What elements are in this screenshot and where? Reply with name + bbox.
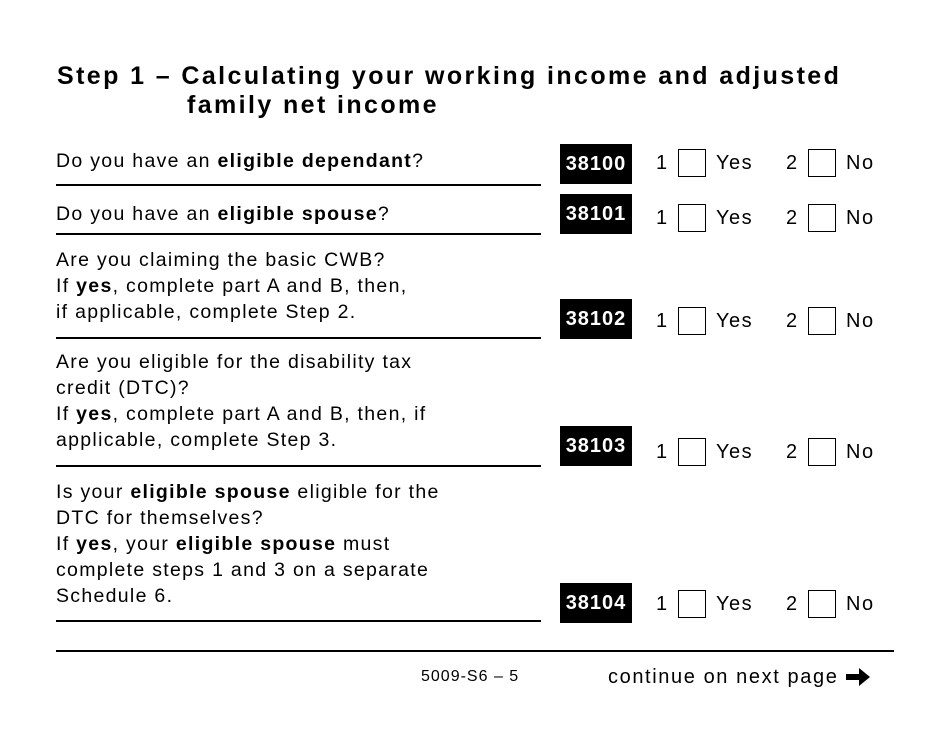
- question-segment: Schedule 6.: [56, 585, 174, 607]
- question-line: [56, 505, 541, 531]
- question-line: [56, 557, 541, 583]
- question-segment: , complete part A and B, then,: [112, 275, 408, 297]
- no-option[interactable]: [786, 204, 875, 232]
- no-checkbox[interactable]: [808, 204, 836, 232]
- question-segment: Are you claiming the basic CWB?: [56, 249, 386, 271]
- question-segment: must: [336, 533, 391, 555]
- no-checkbox[interactable]: [808, 590, 836, 618]
- yes-option-number: 1: [656, 206, 669, 229]
- yes-option[interactable]: [656, 204, 753, 232]
- question-line: [56, 273, 541, 299]
- no-option[interactable]: [786, 438, 875, 466]
- no-option[interactable]: [786, 307, 875, 335]
- yes-checkbox[interactable]: [678, 149, 706, 177]
- question-line: [56, 201, 541, 227]
- question-text: [56, 479, 541, 622]
- no-option[interactable]: [786, 149, 875, 177]
- question-segment: Is your: [56, 481, 131, 503]
- question-emphasis: yes: [76, 403, 113, 425]
- no-option-number: 2: [786, 151, 799, 174]
- question-emphasis: yes: [76, 275, 113, 297]
- yes-option[interactable]: [656, 590, 753, 618]
- question-line: [56, 401, 541, 427]
- question-line: [56, 427, 541, 453]
- no-checkbox[interactable]: [808, 438, 836, 466]
- yes-checkbox[interactable]: [678, 307, 706, 335]
- question-segment: if applicable, complete Step 2.: [56, 301, 357, 323]
- question-line: [56, 299, 541, 325]
- question-text: [56, 247, 541, 339]
- question-segment: ?: [377, 203, 391, 225]
- yes-option[interactable]: [656, 149, 753, 177]
- question-text: [56, 201, 541, 235]
- question-line: [56, 148, 541, 174]
- no-option-number: 2: [786, 309, 799, 332]
- question-line: [56, 349, 541, 375]
- question-text: [56, 349, 541, 467]
- question-emphasis: eligible spouse: [175, 533, 337, 555]
- question-emphasis: eligible spouse: [130, 481, 291, 503]
- section-title-line2: family net income: [187, 91, 439, 119]
- continue-note: [608, 665, 872, 689]
- yes-checkbox[interactable]: [678, 438, 706, 466]
- yes-option-number: 1: [656, 592, 669, 615]
- footer-divider: [56, 650, 894, 652]
- question-segment: Do you have an: [56, 150, 218, 172]
- question-text: [56, 148, 541, 186]
- question-segment: complete steps 1 and 3 on a separate: [56, 559, 430, 581]
- continue-text: continue on next page: [608, 665, 839, 688]
- form-number: 5009-S6 – 5: [421, 668, 520, 685]
- section-title-line1: Step 1 – Calculating your working income and adjusted: [57, 62, 842, 90]
- line-code: 38103: [560, 426, 632, 466]
- question-segment: Are you eligible for the disability tax: [56, 351, 413, 373]
- question-line: [56, 531, 541, 557]
- question-segment: Do you have an: [56, 203, 218, 225]
- yes-option-number: 1: [656, 151, 669, 174]
- no-checkbox[interactable]: [808, 149, 836, 177]
- question-line: [56, 479, 541, 505]
- yes-option-number: 1: [656, 440, 669, 463]
- yes-option-label: Yes: [716, 592, 754, 615]
- question-segment: , your: [112, 533, 176, 555]
- yes-option-label: Yes: [716, 151, 754, 174]
- no-option-label: No: [846, 151, 875, 174]
- no-option-label: No: [846, 440, 875, 463]
- question-segment: DTC for themselves?: [56, 507, 264, 529]
- yes-option-label: Yes: [716, 440, 754, 463]
- section-title: [57, 62, 841, 120]
- yes-option-number: 1: [656, 309, 669, 332]
- yes-option[interactable]: [656, 438, 753, 466]
- no-option-label: No: [846, 309, 875, 332]
- question-line: [56, 583, 541, 609]
- question-line: [56, 375, 541, 401]
- yes-checkbox[interactable]: [678, 204, 706, 232]
- no-option-number: 2: [786, 592, 799, 615]
- arrow-right-icon: [844, 665, 872, 689]
- no-checkbox[interactable]: [808, 307, 836, 335]
- no-option-label: No: [846, 206, 875, 229]
- line-code: 38101: [560, 194, 632, 234]
- question-segment: credit (DTC)?: [56, 377, 190, 399]
- question-line: [56, 247, 541, 273]
- no-option-label: No: [846, 592, 875, 615]
- no-option[interactable]: [786, 590, 875, 618]
- yes-option-label: Yes: [716, 309, 754, 332]
- no-option-number: 2: [786, 206, 799, 229]
- question-segment: , complete part A and B, then, if: [112, 403, 427, 425]
- question-emphasis: yes: [76, 533, 113, 555]
- question-emphasis: eligible spouse: [217, 203, 378, 225]
- question-segment: applicable, complete Step 3.: [56, 429, 338, 451]
- no-option-number: 2: [786, 440, 799, 463]
- question-segment: If: [56, 533, 77, 555]
- line-code: 38102: [560, 299, 632, 339]
- line-code: 38100: [560, 144, 632, 184]
- question-segment: eligible for the: [290, 481, 440, 503]
- line-code: 38104: [560, 583, 632, 623]
- question-segment: If: [56, 275, 77, 297]
- question-segment: If: [56, 403, 77, 425]
- question-emphasis: eligible dependant: [217, 150, 413, 172]
- yes-option[interactable]: [656, 307, 753, 335]
- yes-option-label: Yes: [716, 206, 754, 229]
- yes-checkbox[interactable]: [678, 590, 706, 618]
- question-segment: ?: [412, 150, 425, 172]
